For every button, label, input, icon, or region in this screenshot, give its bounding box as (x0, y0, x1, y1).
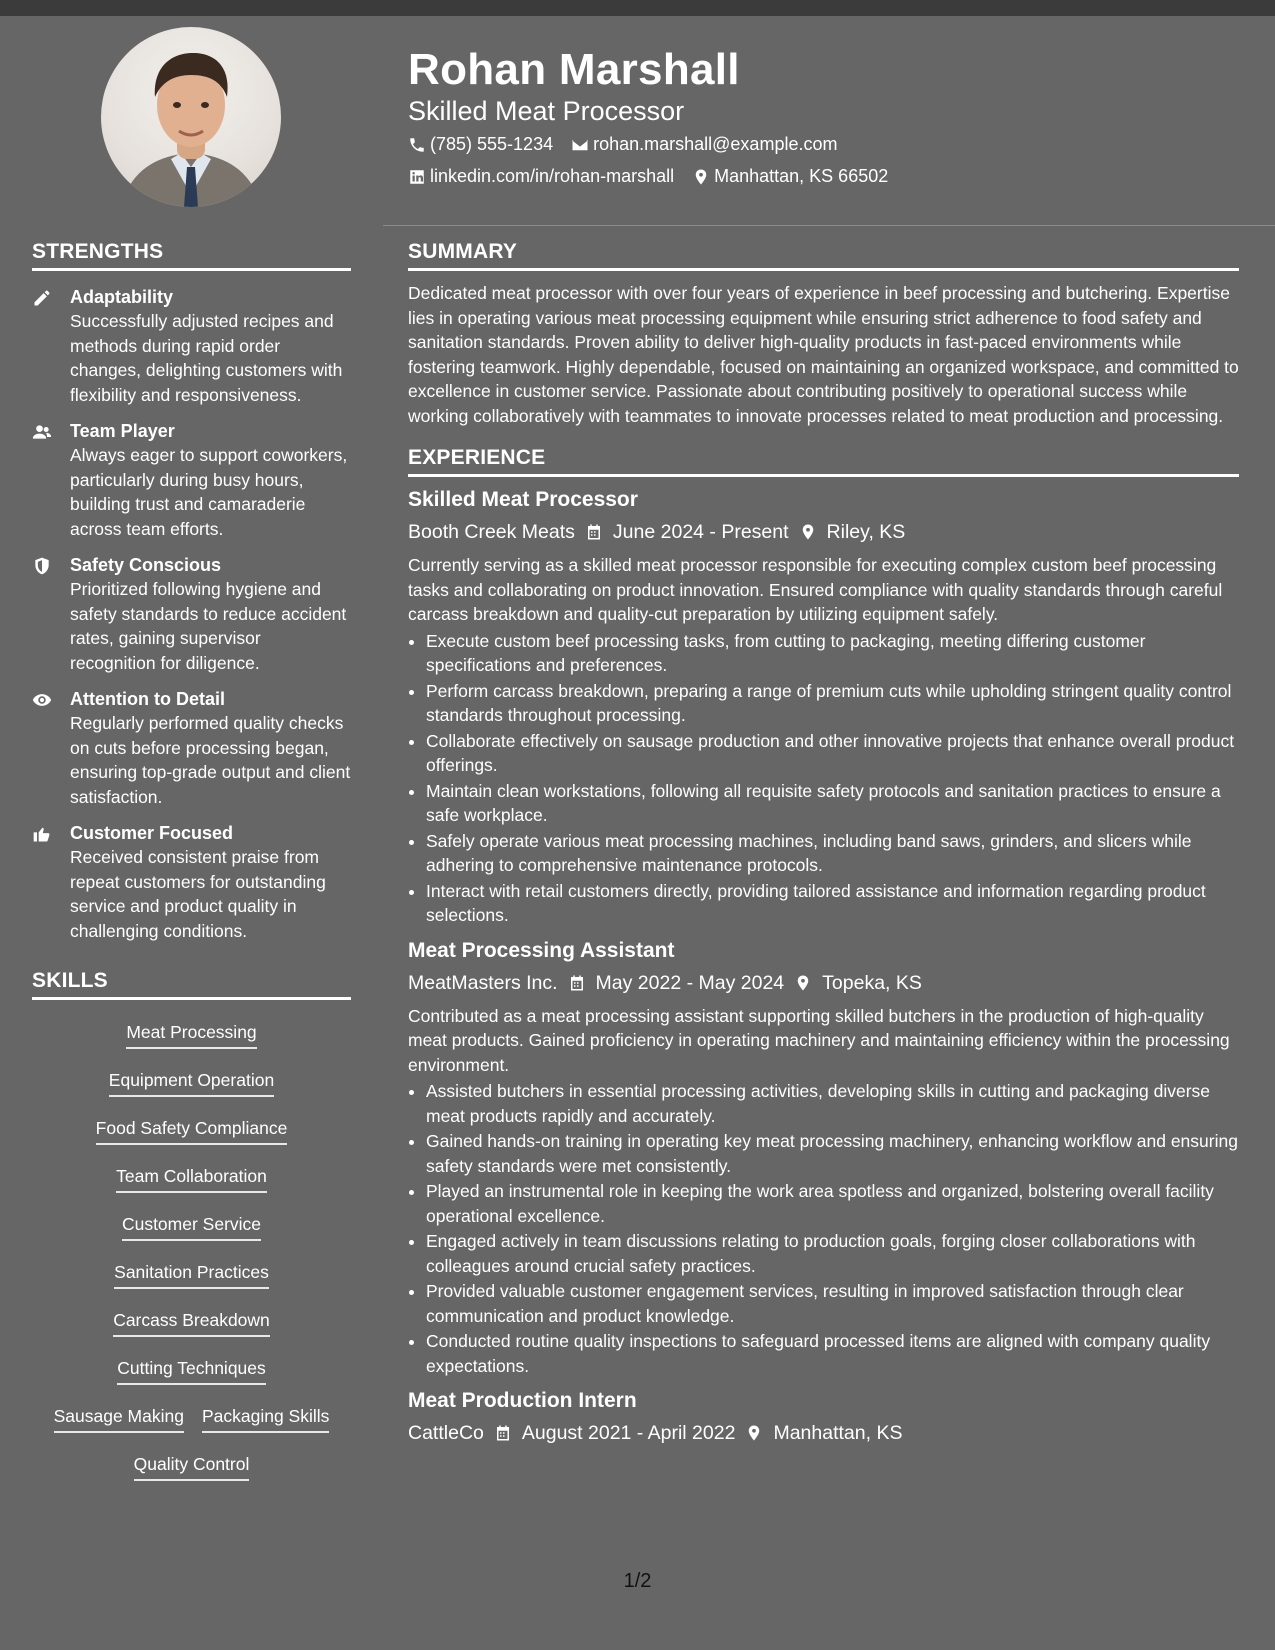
job-meta (408, 968, 1239, 998)
top-bar (0, 0, 1275, 16)
map-pin-icon (799, 523, 817, 541)
strength-title: Team Player (70, 421, 175, 441)
skill-tag: Sausage Making (54, 1402, 184, 1433)
skill-tag: Team Collaboration (116, 1162, 267, 1193)
linkedin-contact[interactable] (408, 166, 674, 187)
skills-heading: SKILLS (32, 969, 351, 1000)
skill-tag: Carcass Breakdown (113, 1306, 270, 1337)
calendar-icon (494, 1424, 512, 1442)
page-indicator: 1/2 (623, 1570, 652, 1592)
profile-photo (101, 27, 281, 207)
users-icon (32, 422, 52, 442)
job-meta (408, 517, 1239, 547)
eye-icon (32, 690, 52, 710)
summary-text: Dedicated meat processor with over four years of experience in beef processing and butchering. Expertise lies in operating various meat processing equipment while ensuring strict adherence to food safety and sanitation standards. Proven ability to deliver high-quality products in fast-paced environments while fostering teamwork. Highly dependable, focused on maintaining an organized workspace, and committed to excellence in customer service. Passionate about contributing positively to operational success while working collaboratively with teammates to innovate processes related to meat production and processing. (408, 283, 1239, 426)
job-title: Meat Production Intern (408, 1389, 637, 1412)
skill-tag: Customer Service (122, 1210, 261, 1241)
job-dates: August 2021 - April 2022 (521, 1422, 736, 1444)
strength-desc: Prioritized following hygiene and safety standards to reduce accident rates, gaining supervisor recognition for diligence. (70, 579, 347, 673)
skill-tag: Packaging Skills (202, 1402, 329, 1433)
map-pin-icon (794, 974, 812, 992)
bullet-item: • Conducted routine quality inspections to safeguard processed items are aligned with company quality expectations. (426, 1329, 1239, 1378)
bullet-item: • Gained hands-on training in operating key meat processing machinery, enhancing workflow and ensuring safety standards were met consistently. (426, 1129, 1239, 1178)
phone-text: (785) 555-1234 (430, 134, 554, 154)
job-company: CattleCo (408, 1422, 484, 1444)
skill-tag: Meat Processing (126, 1018, 256, 1049)
job-bullets (408, 1079, 1239, 1378)
bullet-item: • Safely operate various meat processing machines, including band saws, grinders, and slicers while adhering to comprehensive maintenance protocols. (426, 829, 1239, 878)
strengths-heading: STRENGTHS (32, 240, 351, 271)
bullet-item: • Collaborate effectively on sausage production and other innovative projects that enhance overall product offerings. (426, 729, 1239, 778)
location-text: Manhattan, KS 66502 (714, 166, 889, 186)
job-bullets (408, 629, 1239, 928)
job-title: Meat Processing Assistant (408, 938, 675, 962)
strength-item (32, 687, 351, 809)
job-location: Topeka, KS (822, 971, 922, 994)
job-company: MeatMasters Inc. (408, 971, 558, 994)
job-location: Riley, KS (826, 521, 906, 543)
summary-heading: SUMMARY (408, 240, 1239, 271)
phone-icon (408, 136, 426, 154)
skill-tag: Cutting Techniques (117, 1354, 266, 1385)
left-column (32, 240, 351, 1490)
bullet-item: • Played an instrumental role in keeping the work area spotless and organized, bolstering overall facility operational excellence. (426, 1179, 1239, 1228)
strength-item (32, 419, 351, 541)
strength-desc: Always eager to support coworkers, particularly during busy hours, building trust and camaraderie across team efforts. (70, 445, 348, 539)
bullet-item: • Perform carcass breakdown, preparing a range of premium cuts while upholding stringent quality control standards throughout processing. (426, 679, 1239, 728)
linkedin-text: linkedin.com/in/rohan-marshall (430, 166, 675, 186)
bullet-item: • Engaged actively in team discussions relating to production goals, forging closer collaborations with colleagues around crucial safety practices. (426, 1229, 1239, 1278)
strength-desc: Successfully adjusted recipes and methods during rapid order changes, delighting customers with flexibility and responsiveness. (70, 311, 343, 405)
header-divider (383, 225, 1275, 226)
job-entry (408, 485, 1239, 928)
email-text: rohan.marshall@example.com (593, 134, 838, 154)
strengths-list (32, 285, 351, 943)
shield-icon (32, 556, 52, 576)
job-company: Booth Creek Meats (408, 521, 575, 543)
envelope-icon (571, 136, 589, 154)
map-pin-icon (745, 1424, 763, 1442)
bullet-item: • Maintain clean workstations, following all requisite safety protocols and sanitation practices to ensure a safe workplace. (426, 779, 1239, 828)
bullet-item: • Execute custom beef processing tasks, from cutting to packaging, meeting differing customer specifications and preferences. (426, 629, 1239, 678)
job-dates: June 2024 - Present (612, 521, 789, 543)
skill-tag: Quality Control (134, 1450, 250, 1481)
right-column (408, 240, 1239, 1448)
strength-item (32, 553, 351, 675)
strength-title: Adaptability (70, 287, 174, 307)
job-title: Skilled Meat Processor (408, 488, 638, 511)
linkedin-icon (408, 168, 426, 186)
job-description: Currently serving as a skilled meat processor responsible for executing complex custom beef processing tasks and collaborating on product innovation. Ensured compliance with quality standards through careful carcass breakdown and quality-cut preparation by utilizing equipment safely. (408, 555, 1223, 624)
bullet-item: • Interact with retail customers directly, providing tailored assistance and information regarding product selections. (426, 879, 1239, 928)
job-entry (408, 936, 1239, 1379)
skills-list (32, 1010, 351, 1490)
candidate-role: Skilled Meat Processor (408, 96, 685, 126)
location-contact (692, 166, 888, 187)
job-meta (408, 1418, 1239, 1448)
job-entry (408, 1386, 1239, 1448)
calendar-icon (568, 974, 586, 992)
strength-title: Attention to Detail (70, 689, 225, 709)
phone-contact[interactable] (408, 134, 553, 155)
strength-desc: Received consistent praise from repeat customers for outstanding service and product quality in challenging conditions. (70, 847, 326, 941)
contact-row-2 (408, 166, 888, 187)
bullet-item: • Provided valuable customer engagement services, resulting in improved satisfaction through clear communication and product knowledge. (426, 1279, 1239, 1328)
experience-heading: EXPERIENCE (408, 446, 1239, 477)
job-dates: May 2022 - May 2024 (595, 971, 785, 994)
strength-item (32, 821, 351, 943)
calendar-icon (585, 523, 603, 541)
strength-title: Safety Conscious (70, 555, 222, 575)
skill-tag: Food Safety Compliance (96, 1114, 288, 1145)
candidate-name: Rohan Marshall (408, 45, 740, 94)
strength-desc: Regularly performed quality checks on cuts before processing began, ensuring top-grade output and client satisfaction. (70, 713, 351, 807)
email-contact[interactable] (571, 134, 837, 155)
contact-row-1 (408, 134, 837, 155)
skill-tag: Equipment Operation (109, 1066, 274, 1097)
job-description: Contributed as a meat processing assistant supporting skilled butchers in the production of high-quality meat products. Gained proficiency in operating machinery and maintaining efficiency within the processing environment. (408, 1005, 1230, 1075)
avatar-illustration (101, 27, 281, 207)
strength-item (32, 285, 351, 407)
thumbs-up-icon (32, 824, 52, 844)
skill-tag: Sanitation Practices (114, 1258, 269, 1289)
job-location: Manhattan, KS (773, 1422, 903, 1444)
map-pin-icon (692, 168, 710, 186)
strength-title: Customer Focused (70, 823, 234, 843)
bullet-item: • Assisted butchers in essential processing activities, developing skills in cutting and packaging diverse meat products rapidly and accurately. (426, 1079, 1239, 1128)
pencil-icon (32, 288, 52, 308)
